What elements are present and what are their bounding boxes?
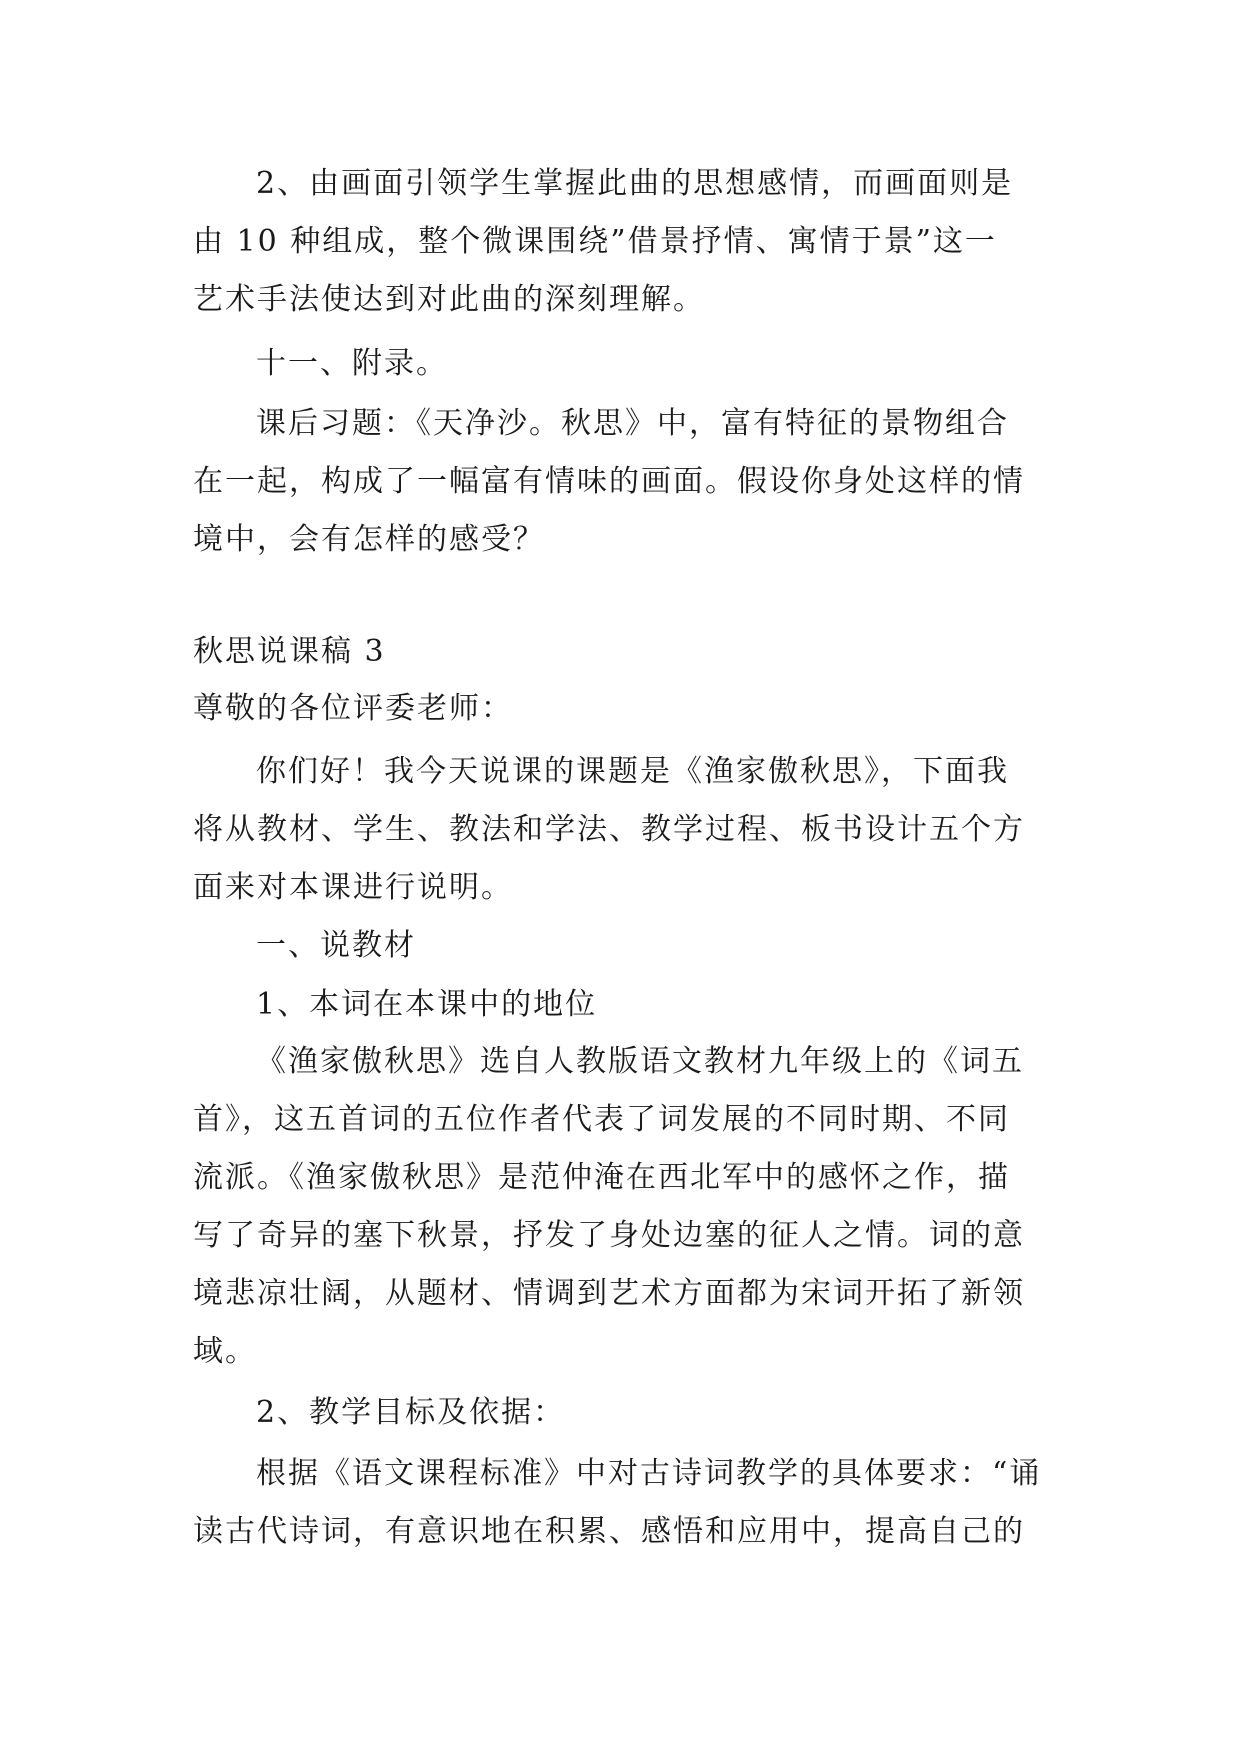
paragraph-line: 2、由画面引领学生掌握此曲的思想感情，而画面则是 <box>256 166 1014 201</box>
paragraph-line: 域。 <box>193 1334 257 1369</box>
subsection-heading: 2、教学目标及依据： <box>256 1395 566 1430</box>
paragraph-line: 写了奇异的塞下秋景，抒发了身处边塞的征人之情。词的意 <box>193 1218 1025 1253</box>
paragraph-line: 《渔家傲秋思》选自人教版语文教材九年级上的《词五 <box>256 1044 1024 1079</box>
paragraph-line: 境中，会有怎样的感受？ <box>193 522 545 557</box>
salutation: 尊敬的各位评委老师： <box>193 691 513 726</box>
paragraph-line: 艺术手法使达到对此曲的深刻理解。 <box>193 282 705 317</box>
paragraph-line: 将从教材、学生、教法和学法、教学过程、板书设计五个方 <box>193 812 1025 847</box>
paragraph-line: 根据《语文课程标准》中对古诗词教学的具体要求：“诵 <box>256 1456 1042 1491</box>
paragraph-line: 境悲凉壮阔，从题材、情调到艺术方面都为宋词开拓了新领 <box>193 1276 1025 1311</box>
paragraph-line: 由 10 种组成，整个微课围绕”借景抒情、寓情于景”这一 <box>193 224 997 259</box>
subsection-heading: 1、本词在本课中的地位 <box>256 987 598 1022</box>
paragraph-line: 首》，这五首词的五位作者代表了词发展的不同时期、不同 <box>193 1102 1010 1137</box>
section-heading: 一、说教材 <box>256 928 416 963</box>
paragraph-line: 读古代诗词，有意识地在积累、感悟和应用中，提高自己的 <box>193 1514 1025 1549</box>
paragraph-line: 面来对本课进行说明。 <box>193 870 513 905</box>
paragraph-line: 课后习题：《天净沙。秋思》中，富有特征的景物组合 <box>256 406 1009 441</box>
paragraph-line: 你们好！我今天说课的课题是《渔家傲秋思》，下面我 <box>256 754 1009 789</box>
section-heading: 十一、附录。 <box>256 346 448 381</box>
paragraph-line: 在一起，构成了一幅富有情味的画面。假设你身处这样的情 <box>193 464 1025 499</box>
document-title: 秋思说课稿 3 <box>193 634 386 669</box>
paragraph-line: 流派。《渔家傲秋思》是范仲淹在西北军中的感怀之作，描 <box>193 1160 1010 1195</box>
